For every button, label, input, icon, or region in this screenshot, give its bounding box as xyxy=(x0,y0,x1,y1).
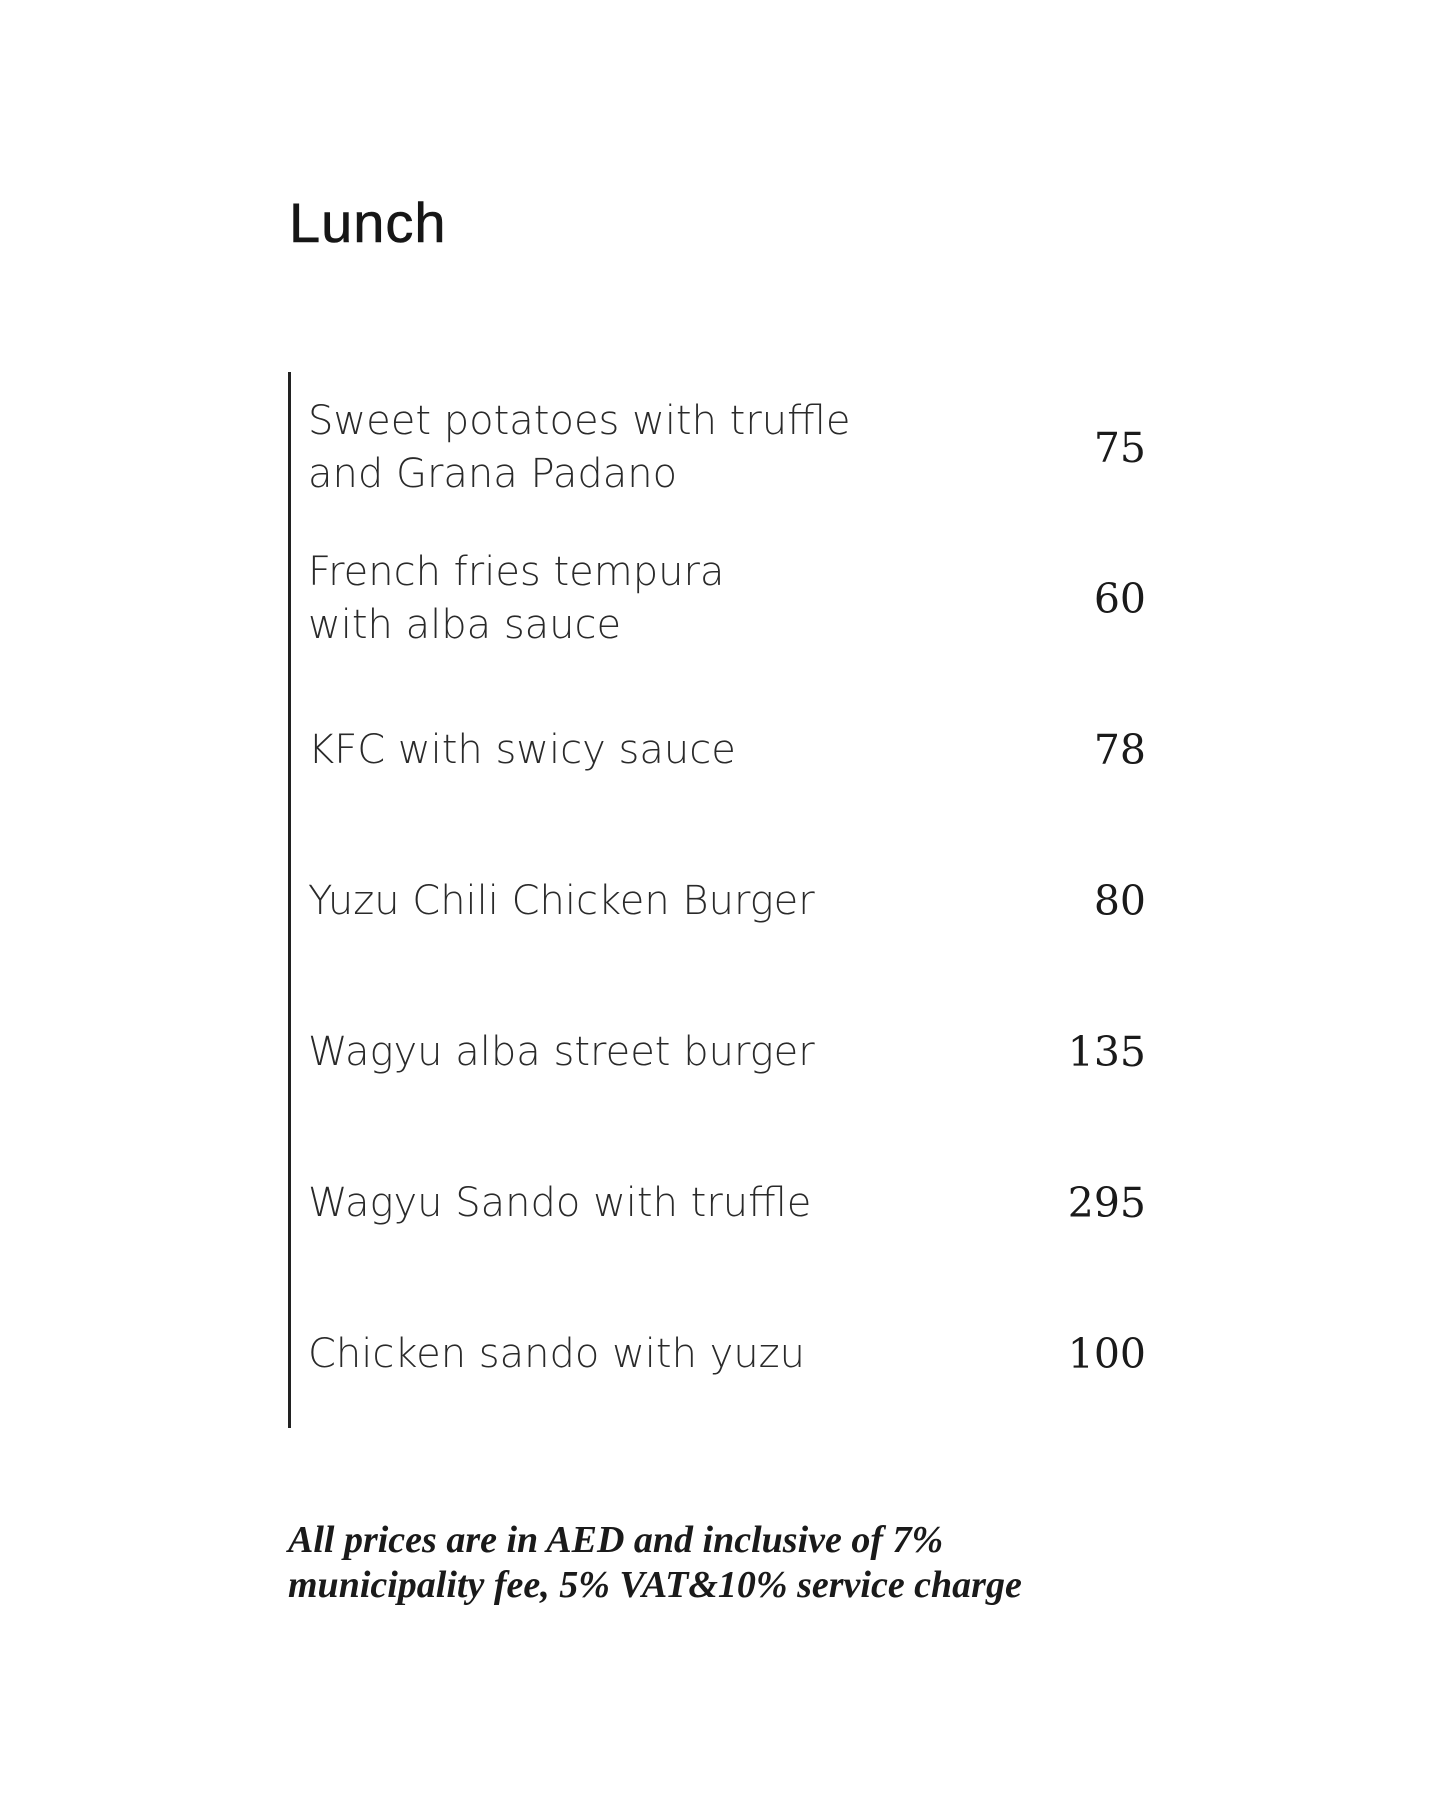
menu-item-name: Chicken sando with yuzu xyxy=(308,1330,806,1377)
menu-item-name: KFC with swicy sauce xyxy=(308,726,736,773)
menu-item-name: Wagyu Sando with truffle xyxy=(308,1179,812,1226)
menu-item-price: 100 xyxy=(1067,1330,1146,1378)
menu-title: Lunch xyxy=(289,191,447,254)
menu-item xyxy=(308,1302,1146,1406)
menu-item-name: Yuzu Chili Chicken Burger xyxy=(308,877,815,924)
menu-item-price: 295 xyxy=(1067,1179,1146,1227)
menu-item-price: 78 xyxy=(1093,726,1146,774)
menu-item-price: 75 xyxy=(1093,424,1146,472)
menu-item-price: 135 xyxy=(1067,1028,1146,1076)
menu-item xyxy=(308,1151,1146,1255)
menu-item xyxy=(308,547,1146,651)
menu-item xyxy=(308,849,1146,953)
menu-item xyxy=(308,1000,1146,1104)
menu-item xyxy=(308,698,1146,802)
menu-item-name: Wagyu alba street burger xyxy=(308,1028,815,1075)
menu-item-price: 60 xyxy=(1093,575,1146,623)
price-footnote: All prices are in AED and inclusive of 7% municipality fee, 5% VAT&10% service charge xyxy=(288,1519,1022,1606)
menu-item-name: French fries tempura with alba sauce xyxy=(308,549,725,648)
menu-item-name: Sweet potatoes with truffle and Grana Padano xyxy=(308,398,851,497)
menu-item-list xyxy=(288,372,1146,1428)
menu-item-price: 80 xyxy=(1093,877,1146,925)
menu-item xyxy=(308,396,1146,500)
